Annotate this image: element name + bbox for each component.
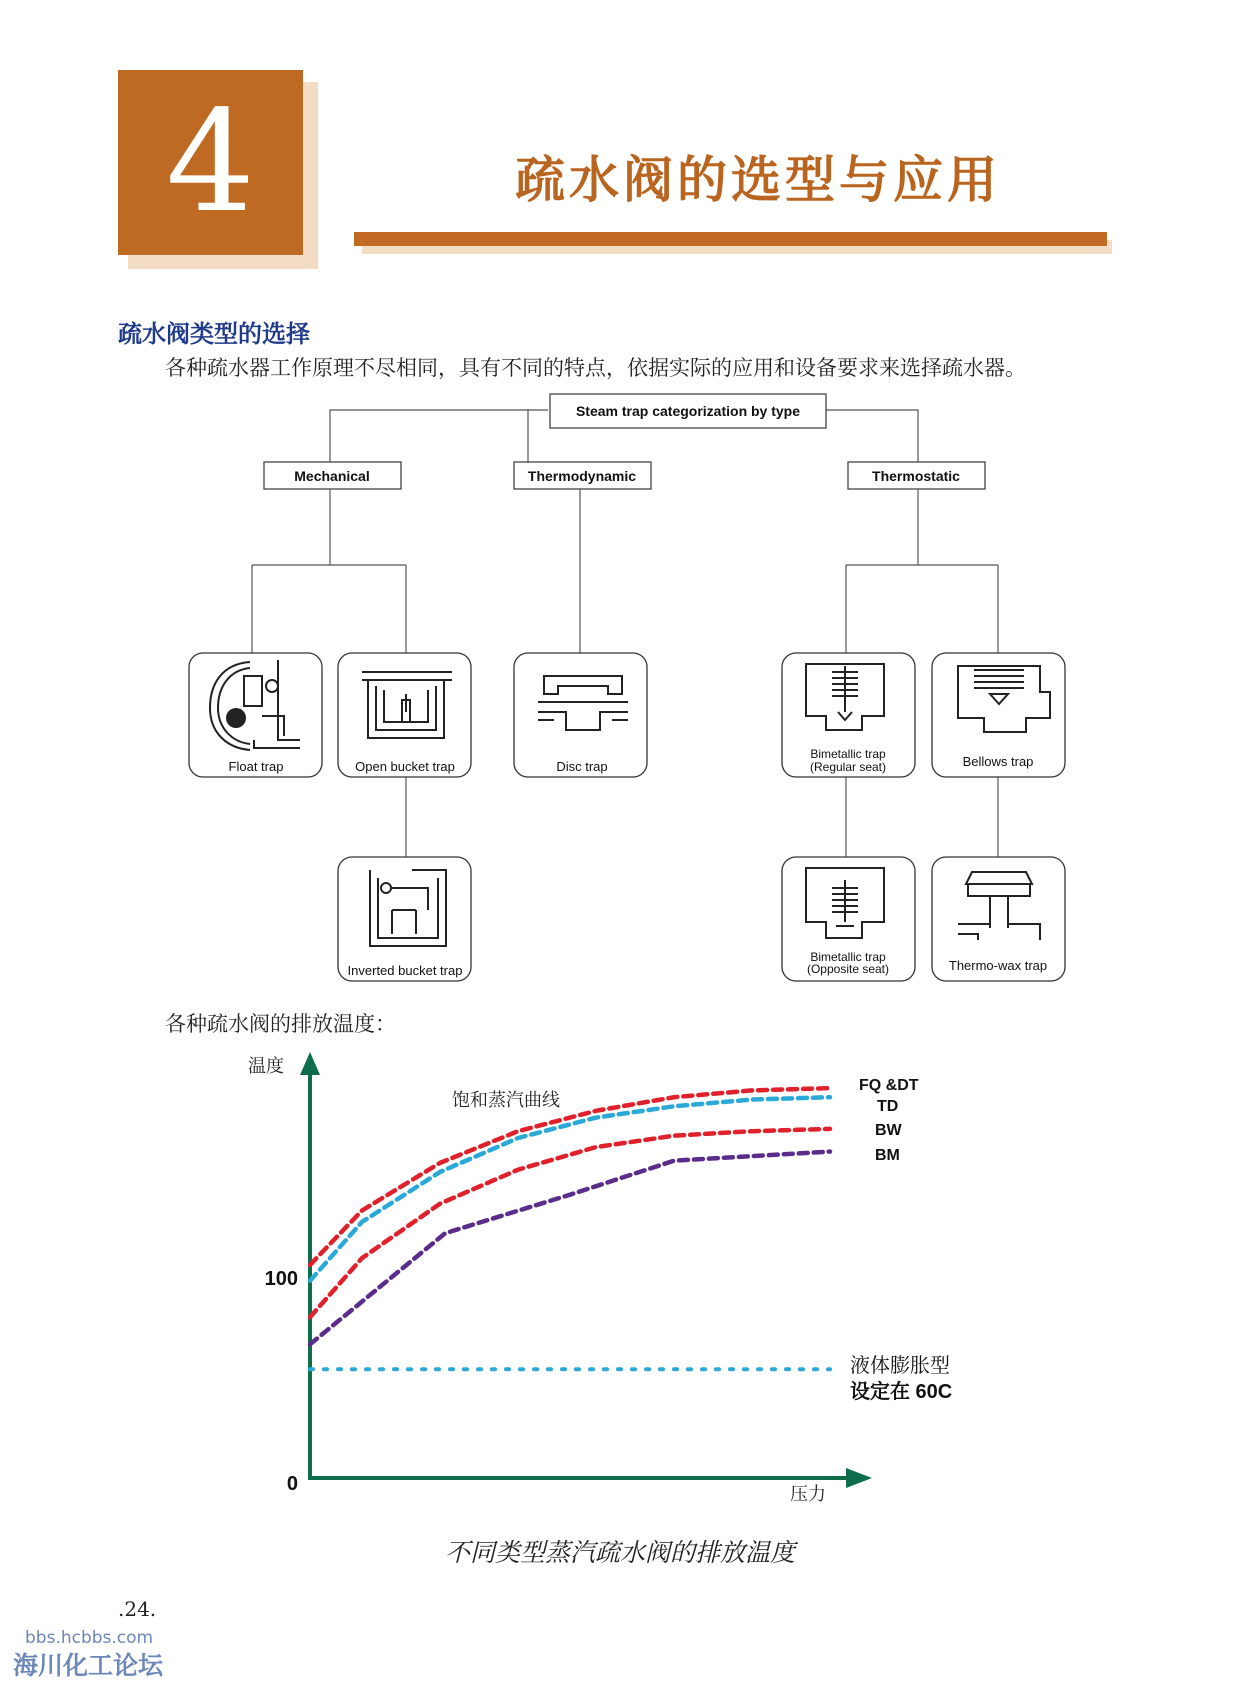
y-tick-100: 100 [264,1268,298,1290]
trap-label: (Opposite seat) [806,962,890,976]
y-axis-label: 温度 [248,1056,284,1076]
series-line-1 [310,1097,830,1281]
x-axis-arrow [846,1468,872,1488]
trap-label: Open bucket trap [355,759,455,774]
trap-label: Thermo-wax trap [948,958,1048,973]
trap-label: Inverted bucket trap [347,963,463,978]
trap-label: Bimetallic trap [810,747,886,761]
trap-label: Disc trap [556,759,608,774]
legend-bw: BW [875,1122,902,1139]
chapter-number: 4 [165,80,256,244]
chart-caption: 不同类型蒸汽疏水阀的排放温度 [444,1538,795,1567]
tree-root-label: Steam trap categorization by type [575,403,801,419]
legend-td: TD [877,1098,899,1115]
y-axis-arrow [300,1052,320,1075]
liquid-expansion-label: 液体膨胀型 [850,1355,950,1377]
section-heading: 疏水阀类型的选择 [118,320,310,348]
discharge-temperature-label: 各种疏水阀的排放温度： [165,1012,396,1036]
saturated-steam-curve-annotation: 饱和蒸汽曲线 [452,1090,560,1110]
trap-label: Bellows trap [962,754,1034,769]
x-axis-label: 压力 [790,1484,826,1504]
trap-label: Float trap [228,759,284,774]
page-number: .24. [118,1597,157,1621]
category-label: Thermodynamic [527,468,637,484]
watermark-name: 海川化工论坛 [13,1651,164,1680]
series-legend [859,1077,919,1164]
series-line-3 [310,1152,830,1345]
trap-label: (Regular seat) [809,760,887,774]
watermark-url: bbs.hcbbs.com [25,1628,154,1648]
category-label: Thermostatic [872,468,960,484]
category-label: Mechanical [294,468,370,484]
trap-label: Bimetallic trap [810,950,886,964]
chapter-title: 疏水阀的选型与应用 [515,150,1001,209]
series-layer [310,1088,830,1369]
legend-bm: BM [875,1147,900,1164]
liquid-expansion-setpoint: 设定在 60C [850,1381,953,1403]
legend-fq-dt: FQ &DT [859,1077,919,1094]
intro-paragraph: 各种疏水器工作原理不尽相同，具有不同的特点，依据实际的应用和设备要求来选择疏水器。 [165,356,1026,380]
y-tick-0: 0 [286,1473,298,1495]
